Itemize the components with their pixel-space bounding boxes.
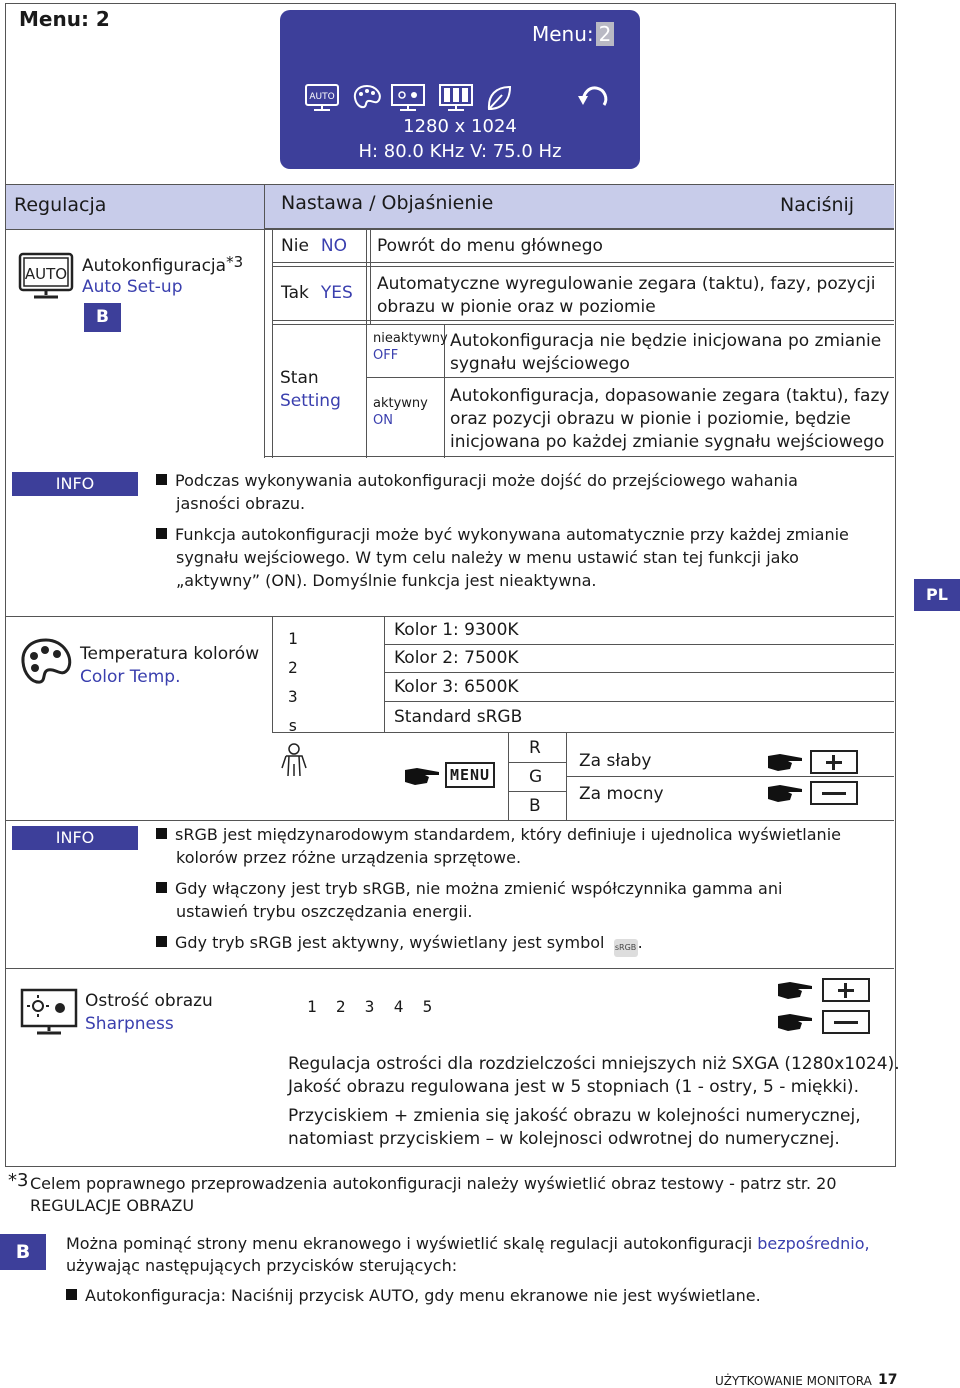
auto-monitor-icon bbox=[18, 252, 74, 300]
color-keys bbox=[288, 624, 298, 740]
color-row-1: Kolor 1: 9300K bbox=[394, 620, 519, 640]
channel-g: G bbox=[529, 767, 543, 787]
footnote-text: Celem poprawnego przeprowadzenia autokonfiguracji należy wyświetlić obraz testowy - patrz str. 20 REGULACJE OBRAZU bbox=[30, 1174, 837, 1215]
info-badge-2: INFO bbox=[12, 826, 138, 850]
footnote-mark: *3 bbox=[8, 1170, 29, 1191]
osd-auto-icon bbox=[304, 83, 340, 113]
autoconfig-title-en: Auto Set-up bbox=[82, 277, 183, 297]
svg-text:AUTO: AUTO bbox=[309, 92, 335, 102]
color-key-2: 2 bbox=[288, 658, 298, 677]
note-text: Można pominąć strony menu ekranowego i wyświetlić skalę regulacji autokonfiguracji bezpośrednio, używając następujących przycisków sterujących: Autokonfiguracja: Naciśnij przycisk AUTO, gdy menu ekranowe nie jest wyświetlane. bbox=[66, 1234, 870, 1305]
user-icon bbox=[278, 742, 310, 778]
hand-minus-icon-2 bbox=[776, 1010, 814, 1034]
option-no: Nie NO bbox=[281, 236, 348, 256]
minus-button[interactable] bbox=[810, 781, 858, 805]
state-on-desc: Autokonfiguracja, dopasowanie zegara (taktu), fazy oraz pozycji obrazu w pionie i poziomie, będzie inicjowana po każdej zmianie sygnału wejściowego bbox=[450, 386, 890, 452]
option-yes-desc: Automatyczne wyregulowanie zegara (taktu), fazy, pozycji obrazu w pionie oraz w poziomie bbox=[377, 274, 876, 317]
info1-bullets: Podczas wykonywania autokonfiguracji może dojść do przejściowego wahania jasności obrazu. Funkcja autokonfiguracji może być wykonywana automatycznie przy każdej zmianie sygnału wejściowego. W tym celu należy w menu ustawić stan tej funkcji jako „aktywny” (ON). Domyślnie funkcja jest nieaktywna. bbox=[156, 469, 849, 592]
sharpness-title-en: Sharpness bbox=[85, 1014, 174, 1034]
osd-resolution: 1280 x 1024 bbox=[403, 116, 517, 137]
color-temp-title-en: Color Temp. bbox=[80, 667, 181, 687]
osd-eco-icon bbox=[484, 83, 514, 113]
hand-plus-icon-2 bbox=[776, 978, 814, 1002]
page-number: 17 bbox=[878, 1372, 898, 1388]
color-temp-title: Temperatura kolorów bbox=[80, 644, 260, 664]
sharpness-desc-1: Regulacja ostrości dla rozdzielczości mniejszych niż SXGA (1280x1024). Jakość obrazu regulowana jest w 5 stopniach (1 - ostry, 5 - miękki). bbox=[288, 1054, 900, 1097]
language-tab: PL bbox=[914, 579, 960, 611]
state-off-desc: Autokonfiguracja nie będzie inicjowana po zmianie sygnału wejściowego bbox=[450, 331, 882, 374]
state-on: aktywny ON bbox=[373, 396, 428, 428]
info2-bullets: sRGB jest międzynarodowym standardem, który definiuje i ujednolica wyświetlanie kolorów przez różne urządzenia sprzętowe. Gdy włączony jest tryb sRGB, nie można zmienić współczynnika gamma ani ustawień trybu oszczędzania energii. Gdy tryb sRGB jest aktywny, wyświetlany jest symbol sRGB. bbox=[156, 823, 841, 957]
osd-menu-label: Menu: 2 bbox=[532, 22, 614, 46]
sharpness-desc-2: Przyciskiem + zmienia się jakość obrazu w kolejności numerycznej, natomiast przyciskiem – w kolejnosci odwrotnej do numerycznej. bbox=[288, 1106, 861, 1149]
sharpness-minus-button[interactable] bbox=[822, 1010, 870, 1034]
badge-b: B bbox=[84, 303, 121, 332]
state-off: nieaktywny OFF bbox=[373, 331, 448, 363]
osd-frequency: H: 80.0 KHz V: 75.0 Hz bbox=[358, 141, 562, 162]
column-adjustment: Regulacja bbox=[14, 194, 107, 216]
osd-sharpness-icon bbox=[390, 83, 426, 113]
too-weak-label: Za słaby bbox=[579, 751, 652, 771]
color-row-s: Standard sRGB bbox=[394, 707, 523, 727]
color-key-s: s bbox=[288, 716, 298, 735]
sharpness-title: Ostrość obrazu bbox=[85, 991, 213, 1011]
osd-panel bbox=[280, 10, 640, 169]
hand-minus-icon bbox=[766, 781, 804, 805]
info-badge: INFO bbox=[12, 472, 138, 496]
option-no-desc: Powrót do menu głównego bbox=[377, 236, 603, 256]
note-badge-b: B bbox=[0, 1234, 46, 1270]
osd-palette-icon bbox=[352, 83, 382, 113]
channel-r: R bbox=[529, 738, 541, 758]
footnote-ref: *3 bbox=[226, 253, 244, 271]
option-yes: Tak YES bbox=[281, 283, 353, 303]
osd-menu-number: 2 bbox=[596, 22, 615, 46]
color-key-1: 1 bbox=[288, 629, 298, 648]
osd-return-icon bbox=[576, 83, 610, 113]
color-key-3: 3 bbox=[288, 687, 298, 706]
sharpness-levels: 1 2 3 4 5 bbox=[307, 997, 433, 1016]
svg-text:AUTO: AUTO bbox=[24, 265, 68, 283]
srgb-symbol-icon: sRGB bbox=[614, 939, 638, 957]
column-setting: Nastawa / Objaśnienie bbox=[281, 192, 494, 214]
osd-display-icon bbox=[438, 83, 474, 113]
hand-plus-icon bbox=[766, 750, 804, 774]
pointing-hand-icon bbox=[403, 764, 441, 788]
page-title: Menu: 2 bbox=[19, 7, 110, 31]
menu-key[interactable]: MENU bbox=[445, 762, 495, 788]
color-row-2: Kolor 2: 7500K bbox=[394, 648, 519, 668]
option-state: Stan Setting bbox=[280, 368, 341, 411]
color-row-3: Kolor 3: 6500K bbox=[394, 677, 519, 697]
sharpness-plus-button[interactable] bbox=[822, 978, 870, 1002]
palette-icon bbox=[18, 636, 74, 688]
sharpness-icon bbox=[20, 988, 78, 1036]
footer-section: UŻYTKOWANIE MONITORA bbox=[715, 1374, 872, 1388]
too-strong-label: Za mocny bbox=[579, 784, 664, 804]
channel-b: B bbox=[529, 796, 541, 816]
plus-button[interactable] bbox=[810, 750, 858, 774]
column-press: Naciśnij bbox=[780, 194, 855, 216]
autoconfig-title: Autokonfiguracja*3 bbox=[82, 253, 244, 276]
